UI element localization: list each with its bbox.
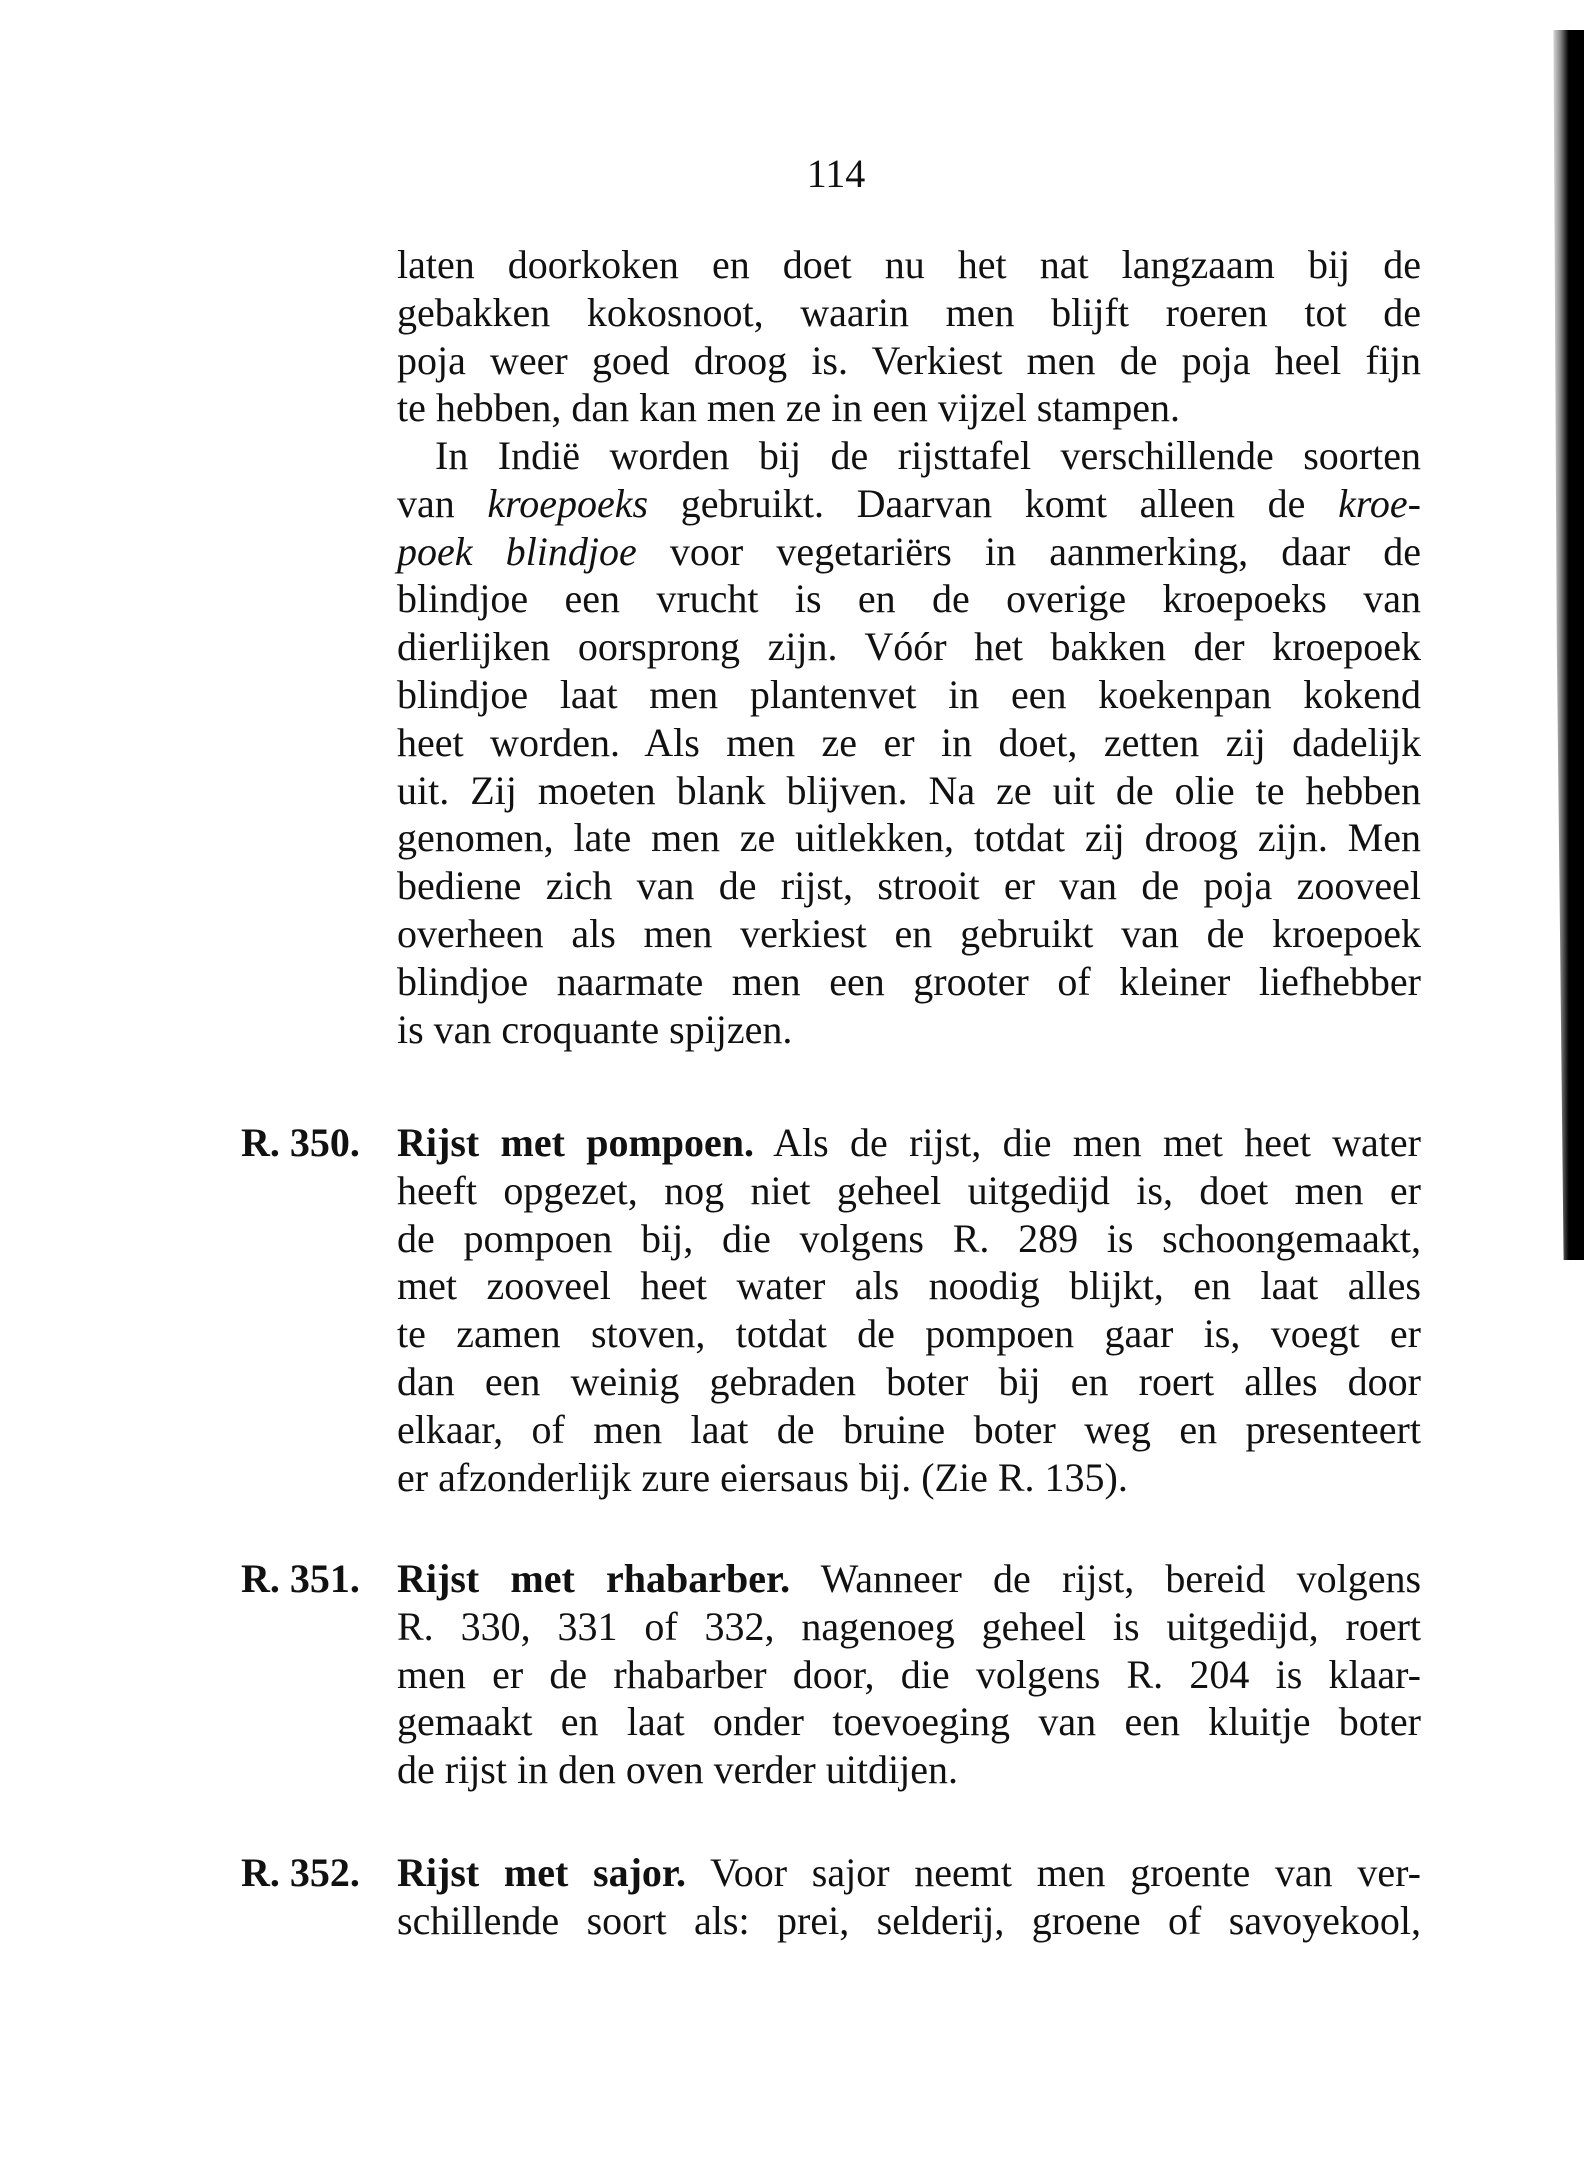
- italic-term: kroe-: [1338, 480, 1421, 526]
- text-line: [397, 767, 1421, 815]
- text-run: gebakken kokosnoot, waarin men blijft roeren tot de: [397, 289, 1421, 335]
- text-line: [397, 1215, 1421, 1263]
- text-run: gebruikt. Daarvan komt alleen de: [648, 480, 1339, 526]
- recipe-title: Rijst met pompoen.: [397, 1120, 755, 1165]
- text-line: [397, 575, 1421, 623]
- italic-term: kroepoeks: [487, 480, 649, 526]
- text-run: dierlijken oorsprong zijn. Vóór het bakken der kroepoek: [397, 624, 1421, 670]
- text-line: [397, 1406, 1421, 1454]
- text-line: [397, 384, 1421, 432]
- text-run: blindjoe naarmate men een grooter of kleiner liefhebber: [397, 958, 1421, 1004]
- text-run: blindjoe laat men plantenvet in een koekenpan kokend: [397, 671, 1421, 717]
- text-line: [397, 1006, 1421, 1054]
- text-run: heeft opgezet, nog niet geheel uitgedijd is, doet men er: [397, 1167, 1421, 1213]
- text-line: [397, 1849, 1421, 1897]
- text-run: elkaar, of men laat de bruine boter weg en presenteert: [397, 1406, 1421, 1452]
- text-run: te hebben, dan kan men ze in een vijzel stampen.: [397, 385, 1181, 431]
- text-run: voor vegetariërs in aanmerking, daar de: [636, 528, 1421, 574]
- text-run: bediene zich van de rijst, strooit er van de poja zooveel: [397, 863, 1421, 909]
- text-line: [397, 1310, 1421, 1358]
- text-line: [397, 241, 1421, 289]
- text-line: [397, 1897, 1421, 1945]
- text-line: [397, 337, 1421, 385]
- text-run: te zamen stoven, totdat de pompoen gaar is, voegt er: [397, 1311, 1421, 1357]
- text-line: [397, 671, 1421, 719]
- scan-edge-shadow: [1550, 30, 1584, 1260]
- text-run: Wanneer de rijst, bereid volgens: [790, 1556, 1422, 1601]
- text-line: [397, 862, 1421, 910]
- text-line: [397, 289, 1421, 337]
- text-line: [397, 719, 1421, 767]
- text-line: [397, 1358, 1421, 1406]
- italic-term: poek blindjoe: [397, 528, 637, 574]
- text-run: de rijst in den oven verder uitdijen.: [397, 1747, 958, 1793]
- text-line: [397, 1119, 1421, 1167]
- text-run: men er de rhabarber door, die volgens R. 204 is klaar-: [397, 1651, 1421, 1697]
- text-run: gemaakt en laat onder toevoeging van een kluitje boter: [397, 1699, 1421, 1745]
- text-line: [397, 1746, 1421, 1794]
- text-run: laten doorkoken en doet nu het nat langzaam bij de: [397, 242, 1421, 287]
- recipe-350: [241, 1119, 1421, 1501]
- text-run: In Indië worden bij de rijsttafel verschillende soorten: [435, 433, 1421, 478]
- paragraph-continued: [397, 241, 1421, 432]
- recipe-number: R. 350.: [241, 1120, 360, 1165]
- text-run: R. 330, 331 of 332, nagenoeg geheel is uitgedijd, roert: [397, 1603, 1421, 1649]
- text-run: is van croquante spijzen.: [397, 1006, 793, 1052]
- text-run: er afzonderlijk zure eiersaus bij. (Zie R. 135).: [397, 1454, 1128, 1500]
- text-run: Voor sajor neemt men groente van ver-: [686, 1850, 1421, 1895]
- text-line: [397, 958, 1421, 1006]
- text-run: met zooveel heet water als noodig blijkt, en laat alles: [397, 1263, 1421, 1309]
- text-line: [397, 1167, 1421, 1215]
- page-number: 114: [806, 151, 866, 196]
- recipe-351: [241, 1555, 1422, 1794]
- text-line: [397, 623, 1421, 671]
- text-run: Als de rijst, die men met heet water: [754, 1120, 1421, 1165]
- text-run: heet worden. Als men ze er in doet, zetten zij dadelijk: [397, 719, 1421, 765]
- text-line: [397, 814, 1421, 862]
- text-run: poja weer goed droog is. Verkiest men de poja heel fijn: [397, 337, 1421, 383]
- recipe-number: R. 352.: [241, 1850, 360, 1895]
- text-line: [397, 1651, 1421, 1699]
- text-line: [397, 528, 1421, 576]
- recipe-title: Rijst met sajor.: [397, 1850, 687, 1895]
- recipe-number: R. 351.: [241, 1556, 360, 1601]
- recipe-352: [241, 1849, 1421, 1945]
- text-line: [397, 1603, 1421, 1651]
- text-run: uit. Zij moeten blank blijven. Na ze uit de olie te hebben: [397, 767, 1421, 813]
- text-line: [397, 1555, 1421, 1603]
- text-run: genomen, late men ze uitlekken, totdat zij droog zijn. Men: [397, 815, 1421, 861]
- text-line: [397, 1698, 1421, 1746]
- text-line: [397, 1454, 1421, 1502]
- recipe-title: Rijst met rhabarber.: [397, 1556, 791, 1601]
- text-run: van: [397, 480, 488, 526]
- text-run: blindjoe een vrucht is en de overige kroepoeks van: [397, 576, 1421, 622]
- text-run: overheen als men verkiest en gebruikt van de kroepoek: [397, 910, 1421, 956]
- text-line: [397, 480, 1421, 528]
- text-run: de pompoen bij, die volgens R. 289 is schoongemaakt,: [397, 1215, 1421, 1261]
- text-line: [397, 1262, 1421, 1310]
- text-line: [397, 910, 1421, 958]
- paragraph-kroepoek: [397, 432, 1421, 1053]
- text-run: schillende soort als: prei, selderij, groene of savoyekool,: [397, 1897, 1421, 1943]
- text-line: [397, 432, 1421, 480]
- text-run: dan een weinig gebraden boter bij en roert alles door: [397, 1358, 1421, 1404]
